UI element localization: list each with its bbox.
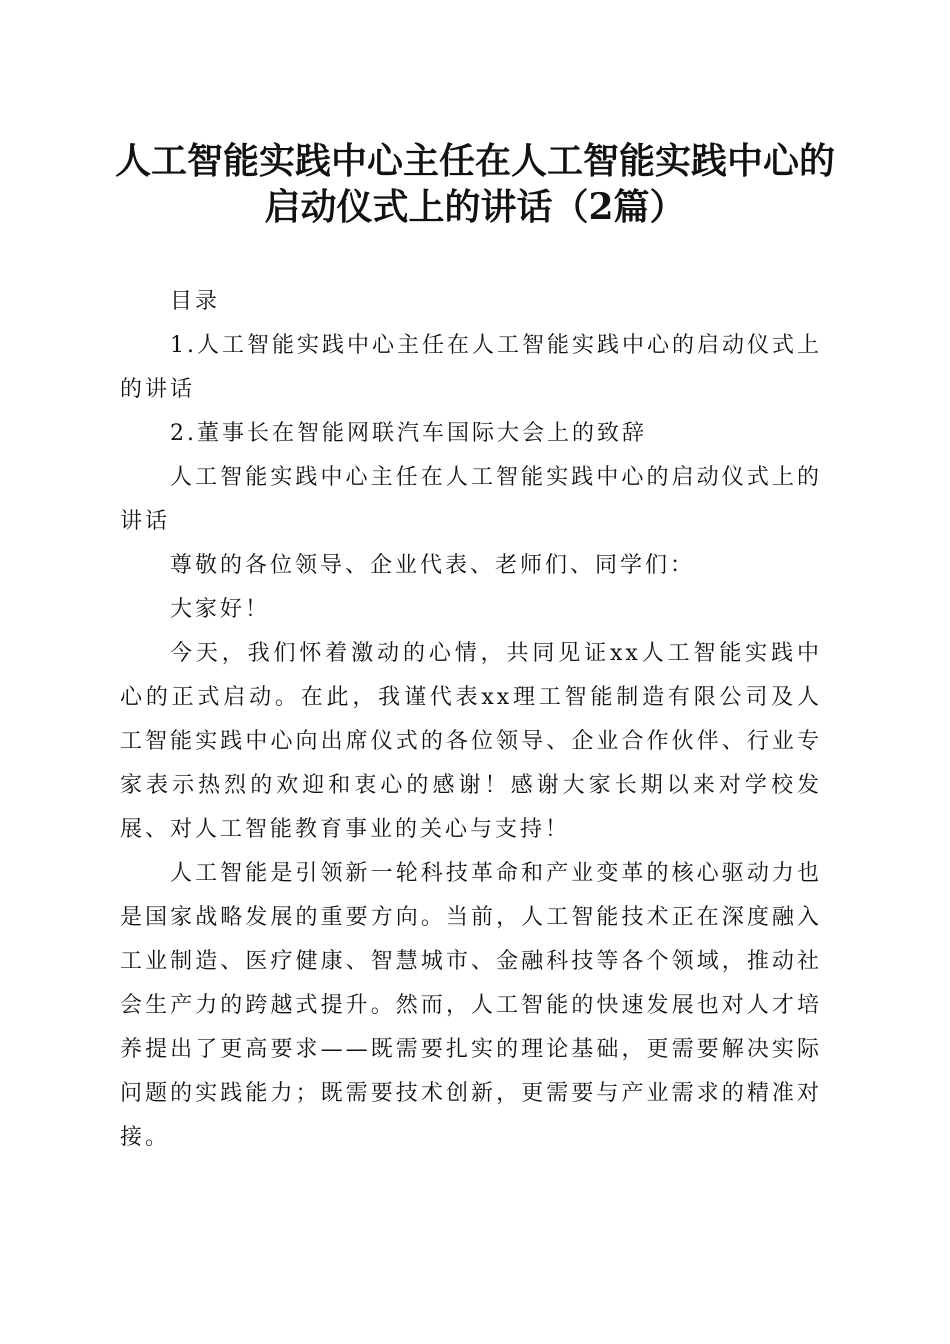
body-paragraph: 今天，我们怀着激动的心情，共同见证xx人工智能实践中心的正式启动。在此，我谨代表xx理工智能制造有限公司及人工智能实践中心向出席仪式的各位领导、企业合作伙伴、行业专家表示热烈的欢迎和衷心的感谢！感谢大家长期以来对学校发展、对人工智能教育事业的关心与支持！ (120, 641, 822, 842)
toc-item-2: 2.董事长在智能网联汽车国际大会上的致辞 (170, 421, 647, 446)
body-paragraph: 人工智能是引领新一轮科技革命和产业变革的核心驱动力也是国家战略发展的重要方向。当前，人工智能技术正在深度融入工业制造、医疗健康、智慧城市、金融科技等各个领域，推动社会生产力的跨越式提升。然而，人工智能的快速发展也对人才培养提出了更高要求——既需要扎实的理论基础，更需要解决实际问题的实践能力；既需要技术创新，更需要与产业需求的精准对接。 (120, 861, 822, 1150)
title-line-1: 人工智能实践中心主任在人工智能实践中心的 (114, 140, 835, 182)
toc-heading: 目录 (170, 289, 221, 314)
toc-item-1: 1.人工智能实践中心主任在人工智能实践中心的启动仪式上的讲话 (120, 333, 822, 402)
salutation: 尊敬的各位领导、企业代表、老师们、同学们： (170, 553, 696, 578)
title-line-2: 启动仪式上的讲话（2篇） (264, 186, 686, 228)
section-heading: 人工智能实践中心主任在人工智能实践中心的启动仪式上的讲话 (120, 465, 822, 534)
document-title (100, 138, 850, 230)
document-body (120, 280, 822, 1160)
greeting: 大家好！ (170, 597, 271, 622)
